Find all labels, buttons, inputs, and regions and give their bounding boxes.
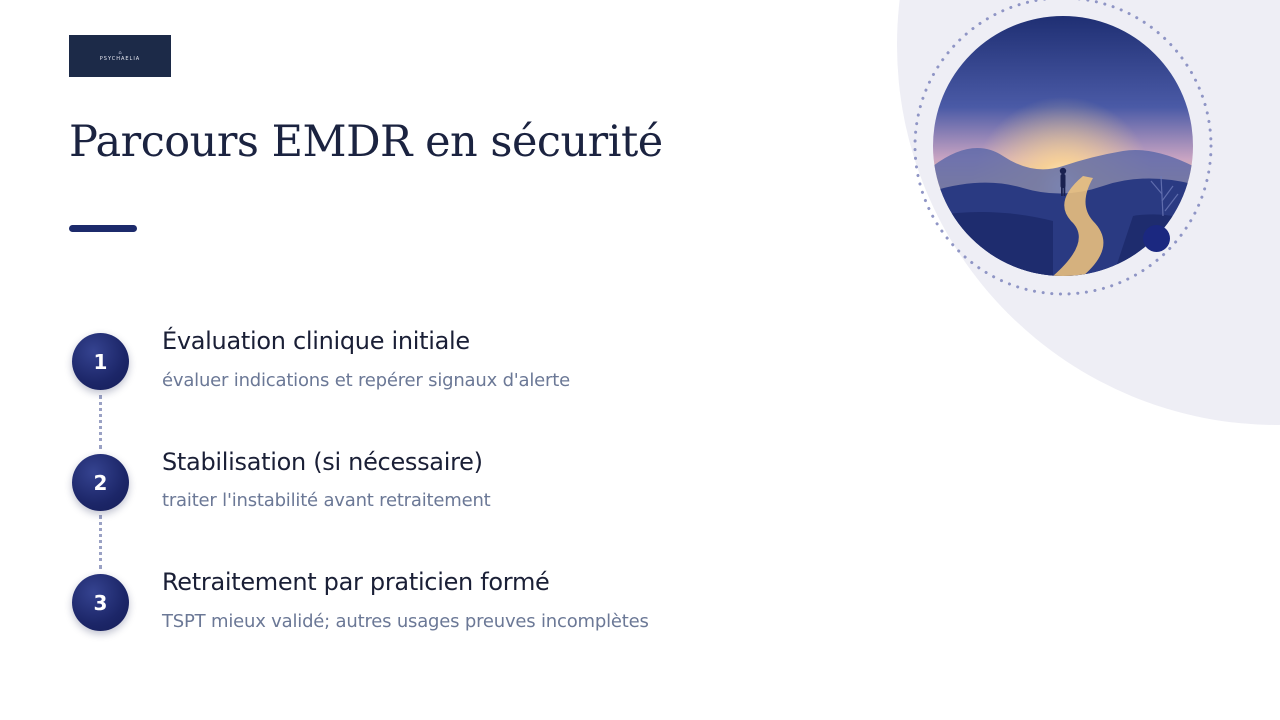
step-description: traiter l'instabilité avant retraitement	[162, 490, 491, 511]
step-connector	[99, 395, 102, 449]
logo-mark-icon: ⌂	[118, 49, 122, 56]
title-accent-bar	[69, 225, 137, 232]
logo-text: PSYCHAELIA	[99, 55, 141, 62]
step-title: Stabilisation (si nécessaire)	[162, 448, 483, 476]
step-number-badge: 3	[72, 574, 129, 631]
photo-accent-dot	[1143, 225, 1170, 252]
slide-title: Parcours EMDR en sécurité	[69, 117, 663, 167]
step-connector	[99, 515, 102, 569]
step-title: Retraitement par praticien formé	[162, 568, 550, 596]
step-description: évaluer indications et repérer signaux d'alerte	[162, 370, 570, 391]
step-number-badge: 1	[72, 333, 129, 390]
step-number-badge: 2	[72, 454, 129, 511]
step-title: Évaluation clinique initiale	[162, 327, 470, 355]
step-description: TSPT mieux validé; autres usages preuves incomplètes	[162, 611, 649, 632]
brand-logo	[69, 35, 171, 77]
